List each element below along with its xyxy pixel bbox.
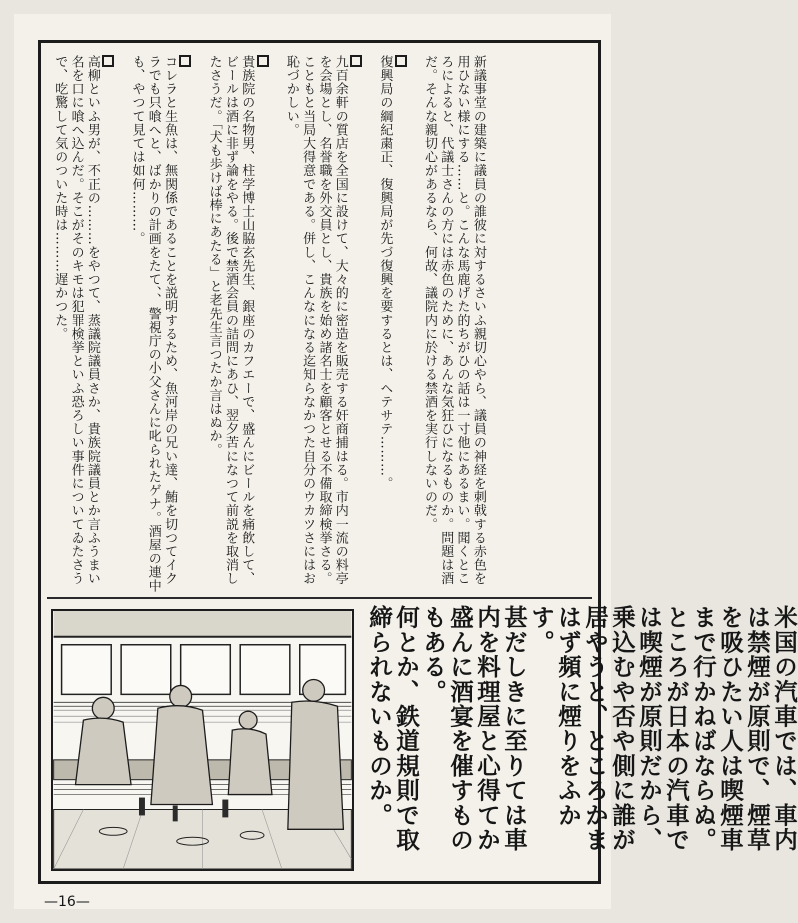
ceiling-band <box>54 611 352 637</box>
paragraph-3 <box>283 55 364 595</box>
passenger-head <box>239 711 257 729</box>
magazine-page <box>14 14 798 910</box>
page-frame <box>38 40 798 884</box>
paragraph-2 <box>376 55 409 595</box>
window <box>121 645 171 695</box>
section-marker-icon <box>257 55 269 67</box>
passenger-body <box>288 701 344 829</box>
bottle <box>139 798 145 816</box>
commentary-line-1: 米国の汽車では、車内は禁煙が原則で、煙草を吸ひたい人は喫煙車まで行かねばならぬ。 <box>689 605 798 852</box>
passenger-head <box>303 679 325 701</box>
bottle <box>173 805 178 821</box>
passenger-body <box>228 729 272 795</box>
window <box>240 645 290 695</box>
paragraph-4-text: 貴族院の名物男、柱学博士山脇玄先生、銀座のカフエーで、盛んにビールを痛飲して、ビールは酒に非ず論をやる。後で禁酒会員の詰問にあひ、翌夕苦になつて前説を取消したさうだ。「犬も歩けば棒にあたる」と老先生言つたか言はぬか。 <box>206 55 255 586</box>
section-marker-icon <box>350 55 362 67</box>
paragraph-5-text: コレラと生魚は、無関係であることを説明するため、魚河岸の兄い達、鮪を切つてイクラでも只喰へと、ばかりの計画をたて、、警視庁の小父さんに叱られたゲナ。酒屋の連中も、やつて見ては如何………。 <box>129 55 178 593</box>
passenger-head <box>170 685 192 707</box>
paragraph-1: 新議事堂の建築に議員の誰彼に対するさいふ親切心やら、議員の神経を刺戟する赤色を用ひない様にする……と。こんな馬鹿げた的ちがひの話は一寸他にあるまい。聞くところによると、代議士さんの方には赤色のために、あんな気狂ひになるものか。問題は酒だ。そんな親切心があるなら、何故、議院内に於ける禁酒を実行しないのだ。 <box>421 55 486 586</box>
paragraph-4 <box>205 55 270 595</box>
train-interior-drawing <box>53 611 352 869</box>
smoking-commentary <box>365 605 798 875</box>
window <box>62 645 112 695</box>
commentary-line-4: 何とか、鉄道規則で取締られないものか。 <box>365 605 420 852</box>
section-marker-icon <box>102 55 114 67</box>
section-marker-icon <box>395 55 407 67</box>
bottle <box>222 800 228 818</box>
page-number: —16— <box>44 894 90 910</box>
window <box>181 645 231 695</box>
train-car-illustration <box>51 609 354 871</box>
passenger-head <box>92 697 114 719</box>
paragraph-2-text: 復興局の綱紀粛正、復興局が先づ復興を要するとは、ヘテサテ………。 <box>377 55 393 491</box>
paragraph-3-text: 九百余軒の質店を全国に設けて、大々的に密造を販売する奸商捕はる。市内一流の料亭を会場とし、名誉職を外交員とし、貴族を始め諸名士を顧客とせる不備取締検挙さる。こともと当局大得意である。併し、こんなになる迄知らなかつた自分のウカツさにはお恥づかしい。 <box>283 55 348 586</box>
editorial-column-block <box>51 55 591 595</box>
paragraph-6 <box>51 55 116 595</box>
commentary-line-2: ところが日本の汽車では喫煙が原則だから、乗込むや否や側に誰が居やうと、ところかまはず頻に煙りをふかす。 <box>527 605 690 852</box>
section-marker-icon <box>179 55 191 67</box>
paragraph-5 <box>128 55 193 595</box>
illustrated-feature <box>41 599 798 881</box>
paragraph-6-text: 高柳といふ男が、不正の………をやつて、蒸議院議員さか、貴族院議員とか言ふうまい名を口に喰へ込んだ。そこがそのキモは犯罪検挙といふ恐ろしい事件についてゐたさうで、吃驚して気のついた時は………遅かつた。 <box>52 55 100 586</box>
commentary-line-3: 甚だしきに至りては車内を料理屋と心得てか盛んに酒宴を催すものもある。 <box>419 605 528 852</box>
passenger-body <box>75 718 131 785</box>
passenger-body <box>151 706 213 805</box>
